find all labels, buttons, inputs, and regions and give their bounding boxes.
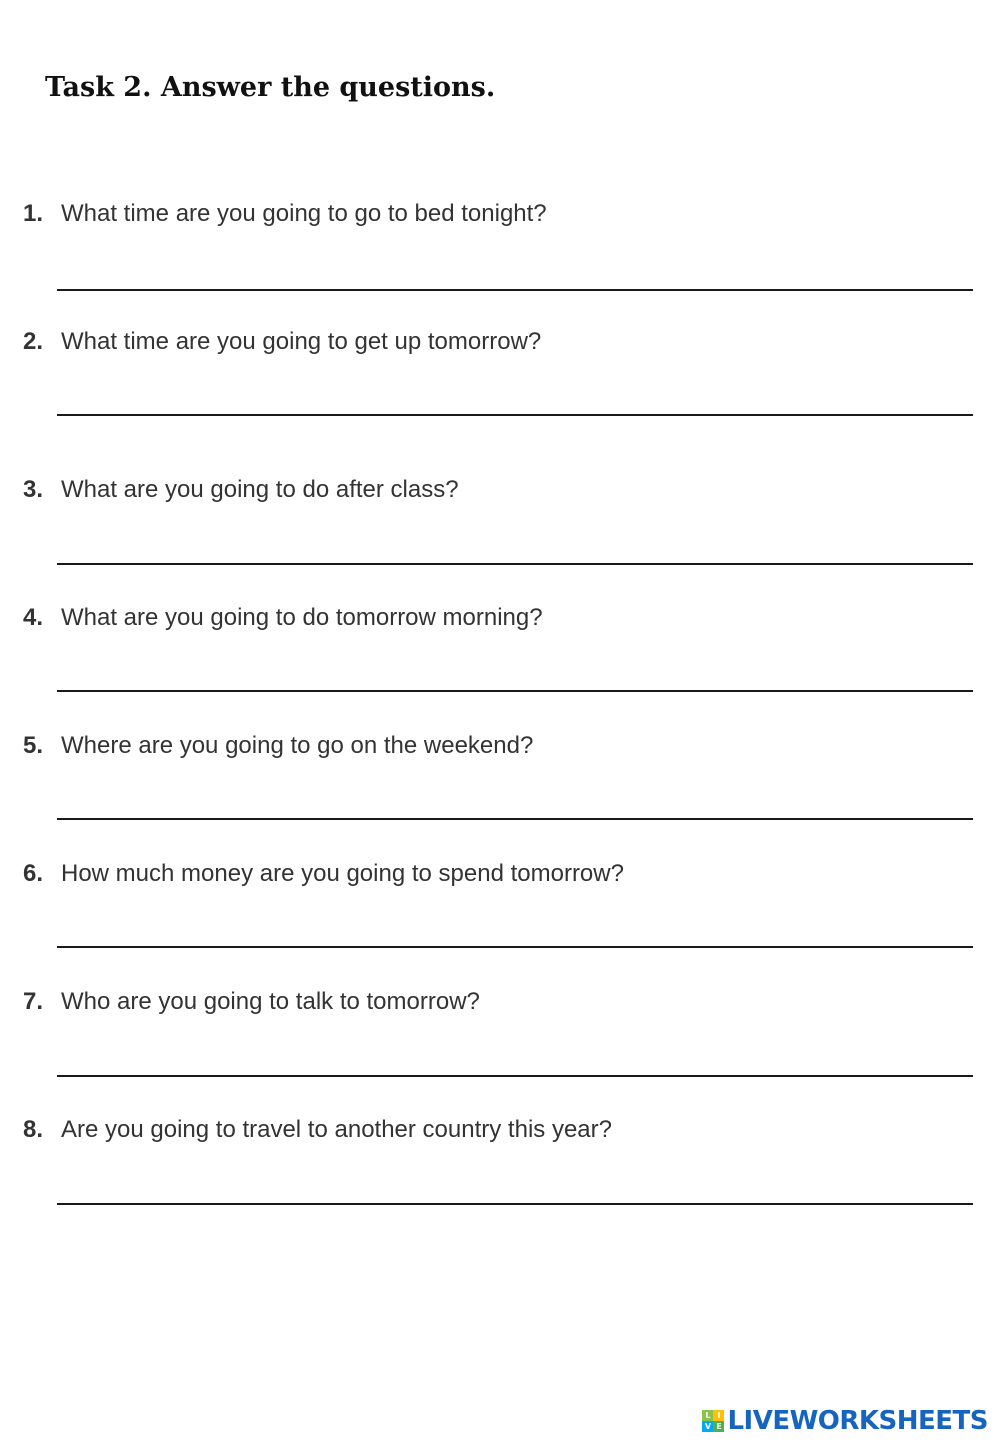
liveworksheets-logo[interactable] bbox=[702, 1406, 988, 1436]
answer-line-1[interactable] bbox=[57, 289, 973, 291]
question-number: 2. bbox=[23, 328, 44, 355]
logo-mark-icon bbox=[702, 1410, 724, 1432]
question-text: Who are you going to talk to tomorrow? bbox=[61, 988, 480, 1015]
question-number: 1. bbox=[23, 200, 44, 227]
logo-mark-letter: E bbox=[713, 1421, 724, 1432]
question-4 bbox=[0, 604, 1000, 644]
answer-line-2[interactable] bbox=[57, 414, 973, 416]
question-text: What time are you going to go to bed tonight? bbox=[61, 200, 547, 227]
question-text: What are you going to do tomorrow morning? bbox=[61, 604, 543, 631]
question-2 bbox=[0, 328, 1000, 368]
question-8 bbox=[0, 1116, 1000, 1156]
question-text: Are you going to travel to another country this year? bbox=[61, 1116, 612, 1143]
question-7 bbox=[0, 988, 1000, 1028]
answer-line-7[interactable] bbox=[57, 1075, 973, 1077]
question-1 bbox=[0, 200, 1000, 240]
logo-mark-letter: V bbox=[702, 1421, 713, 1432]
page-title: Task 2. Answer the questions. bbox=[45, 72, 496, 103]
answer-line-6[interactable] bbox=[57, 946, 973, 948]
logo-mark-letter: I bbox=[713, 1410, 724, 1421]
question-text: What are you going to do after class? bbox=[61, 476, 459, 503]
question-3 bbox=[0, 476, 1000, 516]
answer-line-8[interactable] bbox=[57, 1203, 973, 1205]
answer-line-4[interactable] bbox=[57, 690, 973, 692]
question-text: What time are you going to get up tomorrow? bbox=[61, 328, 542, 355]
question-text: Where are you going to go on the weekend? bbox=[61, 732, 534, 759]
question-number: 8. bbox=[23, 1116, 44, 1143]
question-text: How much money are you going to spend tomorrow? bbox=[61, 860, 624, 887]
question-number: 6. bbox=[23, 860, 44, 887]
answer-line-5[interactable] bbox=[57, 818, 973, 820]
question-number: 5. bbox=[23, 732, 44, 759]
question-5 bbox=[0, 732, 1000, 772]
question-number: 3. bbox=[23, 476, 44, 503]
question-6 bbox=[0, 860, 1000, 900]
answer-line-3[interactable] bbox=[57, 563, 973, 565]
logo-text: LIVEWORKSHEETS bbox=[727, 1406, 988, 1436]
question-number: 4. bbox=[23, 604, 44, 631]
logo-mark-letter: L bbox=[702, 1410, 713, 1421]
question-number: 7. bbox=[23, 988, 44, 1015]
